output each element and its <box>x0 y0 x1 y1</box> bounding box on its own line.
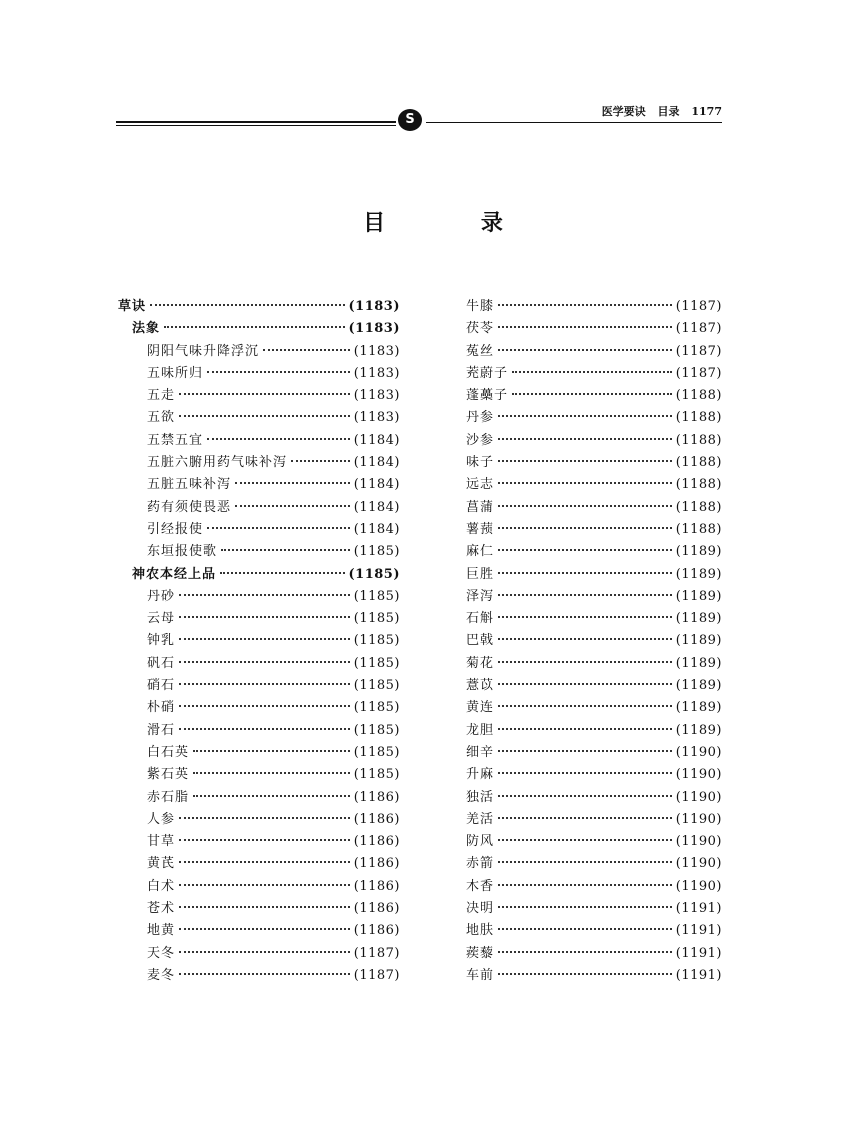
toc-entry-title: 五脏五味补泻 <box>147 477 232 493</box>
toc-entry[interactable] <box>118 473 400 495</box>
toc-entry-page: (1188) <box>675 521 722 537</box>
toc-entry[interactable] <box>466 340 722 362</box>
toc-entry[interactable] <box>466 674 722 696</box>
toc-entry-title: 茯苓 <box>466 321 495 337</box>
toc-entry-page: (1191) <box>675 967 722 983</box>
toc-entry[interactable] <box>118 429 400 451</box>
dot-leader <box>179 906 350 908</box>
toc-entry[interactable] <box>118 607 400 629</box>
toc-entry-page: (1185) <box>353 655 400 671</box>
toc-entry[interactable] <box>118 719 400 741</box>
toc-entry-page: (1190) <box>675 744 722 760</box>
toc-entry[interactable] <box>118 563 400 585</box>
toc-entry[interactable] <box>118 696 400 718</box>
toc-entry-title: 甘草 <box>147 834 176 850</box>
toc-entry[interactable] <box>466 540 722 562</box>
toc-entry-page: (1189) <box>675 566 722 582</box>
toc-entry[interactable] <box>466 563 722 585</box>
toc-entry-page: (1185) <box>353 678 400 694</box>
toc-entry-page: (1185) <box>353 722 400 738</box>
dot-leader <box>498 572 672 574</box>
toc-entry[interactable] <box>466 607 722 629</box>
toc-entry[interactable] <box>118 317 400 339</box>
toc-entry-page: (1188) <box>675 388 722 404</box>
toc-entry[interactable] <box>118 763 400 785</box>
book-title: 医学要诀 <box>601 105 646 118</box>
dot-leader <box>179 817 350 819</box>
toc-entry-title: 丹砂 <box>147 588 176 604</box>
toc-entry-title: 五味所归 <box>147 365 204 381</box>
toc-entry-page: (1184) <box>353 521 400 537</box>
toc-entry-page: (1186) <box>353 811 400 827</box>
dot-leader <box>235 505 350 507</box>
toc-entry-page: (1188) <box>675 499 722 515</box>
toc-entry[interactable] <box>466 897 722 919</box>
toc-entry-title: 五走 <box>147 388 176 404</box>
dot-leader <box>179 594 350 596</box>
toc-entry[interactable] <box>118 852 400 874</box>
toc-entry-title: 味子 <box>466 455 495 471</box>
toc-entry-page: (1183) <box>353 343 400 359</box>
toc-entry-page: (1190) <box>675 878 722 894</box>
toc-entry-page: (1184) <box>353 477 400 493</box>
toc-entry-page: (1184) <box>353 432 400 448</box>
toc-entry[interactable] <box>118 629 400 651</box>
toc-entry-page: (1188) <box>675 477 722 493</box>
page-header <box>116 100 722 130</box>
toc-entry[interactable] <box>118 808 400 830</box>
toc-entry-title: 石斛 <box>466 611 495 627</box>
toc-entry-title: 草诀 <box>118 299 147 314</box>
toc-entry[interactable] <box>118 496 400 518</box>
dot-leader <box>179 393 350 395</box>
dot-leader <box>498 594 672 596</box>
toc-entry[interactable] <box>466 473 722 495</box>
dot-leader <box>179 951 350 953</box>
toc-entry-page: (1186) <box>353 878 400 894</box>
running-head <box>594 103 722 119</box>
toc-entry-title: 五欲 <box>147 410 176 426</box>
toc-entry[interactable] <box>118 295 400 317</box>
toc-entry-page: (1185) <box>353 744 400 760</box>
toc-entry-page: (1183) <box>348 299 400 314</box>
dot-leader <box>498 349 672 351</box>
toc-entry-title: 细辛 <box>466 744 495 760</box>
toc-entry-title: 赤石脂 <box>147 789 190 805</box>
toc-entry[interactable] <box>118 830 400 852</box>
toc-entry-title: 黄连 <box>466 700 495 716</box>
dot-leader <box>179 661 350 663</box>
dot-leader <box>498 973 672 975</box>
toc-entry-page: (1186) <box>353 834 400 850</box>
toc-entry-title: 引经报使 <box>147 521 204 537</box>
toc-entry[interactable] <box>118 451 400 473</box>
toc-entry-page: (1185) <box>348 566 400 582</box>
dot-leader <box>179 616 350 618</box>
toc-entry-page: (1185) <box>353 633 400 649</box>
toc-entry-title: 菖蒲 <box>466 499 495 515</box>
dot-leader <box>179 884 350 886</box>
toc-entry-page: (1186) <box>353 789 400 805</box>
dot-leader <box>498 705 672 707</box>
toc-entry-title: 麦冬 <box>147 967 176 983</box>
toc-entry-page: (1187) <box>675 365 722 381</box>
toc-entry-title: 紫石英 <box>147 767 190 783</box>
dot-leader <box>164 326 345 328</box>
toc-entry-title: 远志 <box>466 477 495 493</box>
dot-leader <box>498 460 672 462</box>
toc-entry-title: 钟乳 <box>147 633 176 649</box>
toc-entry-title: 天冬 <box>147 945 176 961</box>
toc-entry-page: (1187) <box>675 299 722 314</box>
toc-entry-page: (1191) <box>675 945 722 961</box>
toc-entry-page: (1185) <box>353 767 400 783</box>
toc-entry[interactable] <box>118 362 400 384</box>
publisher-logo-icon: S <box>398 109 422 131</box>
toc-entry[interactable] <box>466 585 722 607</box>
toc-entry[interactable] <box>118 540 400 562</box>
dot-leader <box>498 638 672 640</box>
toc-entry-title: 薯蓣 <box>466 521 495 537</box>
dot-leader <box>221 549 350 551</box>
toc-entry-page: (1186) <box>353 901 400 917</box>
toc-entry[interactable] <box>466 629 722 651</box>
toc-entry-page: (1183) <box>348 321 400 337</box>
toc-entry[interactable] <box>466 518 722 540</box>
toc-entry-page: (1189) <box>675 611 722 627</box>
toc-entry[interactable] <box>118 585 400 607</box>
toc-entry-page: (1188) <box>675 410 722 426</box>
toc-entry[interactable] <box>466 317 722 339</box>
toc-entry-title: 茺蔚子 <box>466 365 509 381</box>
toc-entry-title: 独活 <box>466 789 495 805</box>
toc-entry-title: 苍术 <box>147 901 176 917</box>
toc-entry[interactable] <box>118 340 400 362</box>
toc-column-right <box>466 295 722 986</box>
section-name: 目录 <box>657 105 680 118</box>
toc-entry[interactable] <box>118 741 400 763</box>
toc-entry-page: (1189) <box>675 678 722 694</box>
toc-entry-title: 车前 <box>466 967 495 983</box>
dot-leader <box>498 616 672 618</box>
toc-entry-title: 菟丝 <box>466 343 495 359</box>
toc-entry-title: 云母 <box>147 611 176 627</box>
toc-entry-title: 药有须使畏恶 <box>147 499 232 515</box>
toc-entry-page: (1190) <box>675 811 722 827</box>
header-rule-thick <box>116 121 396 123</box>
dot-leader <box>498 795 672 797</box>
toc-entry[interactable] <box>466 786 722 808</box>
toc-entry-title: 白石英 <box>147 744 190 760</box>
dot-leader <box>498 505 672 507</box>
dot-leader <box>498 884 672 886</box>
toc-entry-title: 矾石 <box>147 655 176 671</box>
toc-entry[interactable] <box>466 719 722 741</box>
toc-entry-title: 东垣报使歌 <box>147 544 218 560</box>
dot-leader <box>498 661 672 663</box>
toc-entry[interactable] <box>466 875 722 897</box>
toc-entry-page: (1187) <box>353 945 400 961</box>
toc-entry-title: 沙参 <box>466 432 495 448</box>
dot-leader <box>179 683 350 685</box>
toc-entry[interactable] <box>466 942 722 964</box>
dot-leader <box>179 415 350 417</box>
toc-entry[interactable] <box>118 384 400 406</box>
toc-entry-page: (1189) <box>675 544 722 560</box>
dot-leader <box>498 415 672 417</box>
dot-leader <box>498 951 672 953</box>
toc-entry-title: 决明 <box>466 901 495 917</box>
dot-leader <box>193 750 350 752</box>
toc-entry-title: 赤箭 <box>466 856 495 872</box>
toc-entry-title: 丹参 <box>466 410 495 426</box>
dot-leader <box>179 973 350 975</box>
toc-entry-title: 人参 <box>147 811 176 827</box>
toc-entry-page: (1189) <box>675 655 722 671</box>
toc-entry-page: (1190) <box>675 789 722 805</box>
dot-leader <box>291 460 350 462</box>
dot-leader <box>207 371 350 373</box>
toc-entry[interactable] <box>466 429 722 451</box>
toc-column-left <box>118 295 400 986</box>
toc-entry[interactable] <box>466 496 722 518</box>
toc-entry-page: (1186) <box>353 856 400 872</box>
toc-entry-title: 防风 <box>466 834 495 850</box>
dot-leader <box>179 638 350 640</box>
toc-entry[interactable] <box>118 406 400 428</box>
dot-leader <box>498 750 672 752</box>
dot-leader <box>498 683 672 685</box>
toc-entry[interactable] <box>466 741 722 763</box>
toc-entry[interactable] <box>466 852 722 874</box>
toc-entry-title: 羌活 <box>466 811 495 827</box>
toc-entry-title: 五脏六腑用药气味补泻 <box>147 455 288 471</box>
toc-entry-page: (1189) <box>675 722 722 738</box>
toc-entry-title: 蓬蘽子 <box>466 388 509 404</box>
dot-leader <box>193 795 350 797</box>
dot-leader <box>179 728 350 730</box>
dot-leader <box>150 304 345 306</box>
dot-leader <box>498 304 672 306</box>
dot-leader <box>193 772 350 774</box>
toc-entry-title: 泽泻 <box>466 588 495 604</box>
toc-entry[interactable] <box>118 674 400 696</box>
toc-entry[interactable] <box>466 964 722 986</box>
toc-entry[interactable] <box>118 652 400 674</box>
toc-entry-page: (1190) <box>675 834 722 850</box>
toc-entry-page: (1183) <box>353 365 400 381</box>
toc-entry-page: (1184) <box>353 455 400 471</box>
toc-entry-page: (1191) <box>675 901 722 917</box>
toc-entry-title: 黄芪 <box>147 856 176 872</box>
toc-entry-title: 地肤 <box>466 923 495 939</box>
toc-entry[interactable] <box>466 362 722 384</box>
toc-entry-title: 牛膝 <box>466 299 495 314</box>
toc-entry[interactable] <box>466 830 722 852</box>
dot-leader <box>207 438 350 440</box>
toc-entry-page: (1190) <box>675 856 722 872</box>
dot-leader <box>235 482 350 484</box>
toc-entry-page: (1190) <box>675 767 722 783</box>
toc-entry-title: 滑石 <box>147 722 176 738</box>
toc-entry-title: 升麻 <box>466 767 495 783</box>
dot-leader <box>498 906 672 908</box>
toc-entry-title: 法象 <box>132 321 161 337</box>
toc-entry-page: (1188) <box>675 455 722 471</box>
toc-entry-title: 朴硝 <box>147 700 176 716</box>
toc-entry[interactable] <box>118 897 400 919</box>
dot-leader <box>498 549 672 551</box>
toc-entry[interactable] <box>466 384 722 406</box>
toc-entry-title: 白术 <box>147 878 176 894</box>
toc-entry[interactable] <box>118 964 400 986</box>
toc-entry[interactable] <box>118 919 400 941</box>
toc-entry[interactable] <box>466 295 722 317</box>
toc-entry-title: 菊花 <box>466 655 495 671</box>
toc-entry-title: 阴阳气味升降浮沉 <box>147 343 260 359</box>
toc-entry-page: (1185) <box>353 700 400 716</box>
toc-entry[interactable] <box>466 808 722 830</box>
dot-leader <box>498 482 672 484</box>
toc-entry-title: 薏苡 <box>466 678 495 694</box>
dot-leader <box>498 928 672 930</box>
toc-entry-title: 五禁五宜 <box>147 432 204 448</box>
dot-leader <box>179 928 350 930</box>
toc-entry[interactable] <box>466 919 722 941</box>
toc-entry[interactable] <box>466 763 722 785</box>
dot-leader <box>498 326 672 328</box>
toc-entry-title: 巴戟 <box>466 633 495 649</box>
page-title: 目 录 <box>363 210 547 236</box>
toc-entry[interactable] <box>118 942 400 964</box>
dot-leader <box>498 861 672 863</box>
toc-entry[interactable] <box>118 875 400 897</box>
toc-entry-title: 地黄 <box>147 923 176 939</box>
toc-entry[interactable] <box>466 451 722 473</box>
toc-entry-page: (1189) <box>675 588 722 604</box>
toc-entry[interactable] <box>118 518 400 540</box>
dot-leader <box>512 371 672 373</box>
dot-leader <box>220 572 345 574</box>
dot-leader <box>498 817 672 819</box>
dot-leader <box>207 527 350 529</box>
toc-entry[interactable] <box>466 652 722 674</box>
page-number: 1177 <box>691 105 722 118</box>
toc-entry-page: (1188) <box>675 432 722 448</box>
toc-entry[interactable] <box>466 696 722 718</box>
toc-entry-page: (1185) <box>353 588 400 604</box>
dot-leader <box>263 349 350 351</box>
toc-entry-page: (1187) <box>675 343 722 359</box>
toc-entry-title: 神农本经上品 <box>132 566 217 582</box>
toc-entry[interactable] <box>466 406 722 428</box>
toc-entry[interactable] <box>118 786 400 808</box>
dot-leader <box>179 705 350 707</box>
toc-entry-page: (1189) <box>675 700 722 716</box>
toc-entry-page: (1187) <box>675 321 722 337</box>
dot-leader <box>498 772 672 774</box>
toc-entry-page: (1186) <box>353 923 400 939</box>
toc-entry-page: (1191) <box>675 923 722 939</box>
toc-entry-title: 龙胆 <box>466 722 495 738</box>
toc-entry-page: (1185) <box>353 544 400 560</box>
toc-entry-title: 硝石 <box>147 678 176 694</box>
toc-entry-page: (1183) <box>353 410 400 426</box>
dot-leader <box>498 438 672 440</box>
toc-entry-title: 巨胜 <box>466 566 495 582</box>
header-rule-right <box>426 122 722 123</box>
header-rule-thin <box>116 125 396 126</box>
dot-leader <box>498 839 672 841</box>
toc-entry-title: 木香 <box>466 878 495 894</box>
toc-entry-page: (1189) <box>675 633 722 649</box>
dot-leader <box>512 393 672 395</box>
dot-leader <box>179 839 350 841</box>
toc-entry-page: (1183) <box>353 388 400 404</box>
dot-leader <box>498 527 672 529</box>
dot-leader <box>498 728 672 730</box>
dot-leader <box>179 861 350 863</box>
toc-entry-title: 蒺藜 <box>466 945 495 961</box>
toc-entry-title: 麻仁 <box>466 544 495 560</box>
toc-entry-page: (1185) <box>353 611 400 627</box>
toc-entry-page: (1184) <box>353 499 400 515</box>
toc-entry-page: (1187) <box>353 967 400 983</box>
